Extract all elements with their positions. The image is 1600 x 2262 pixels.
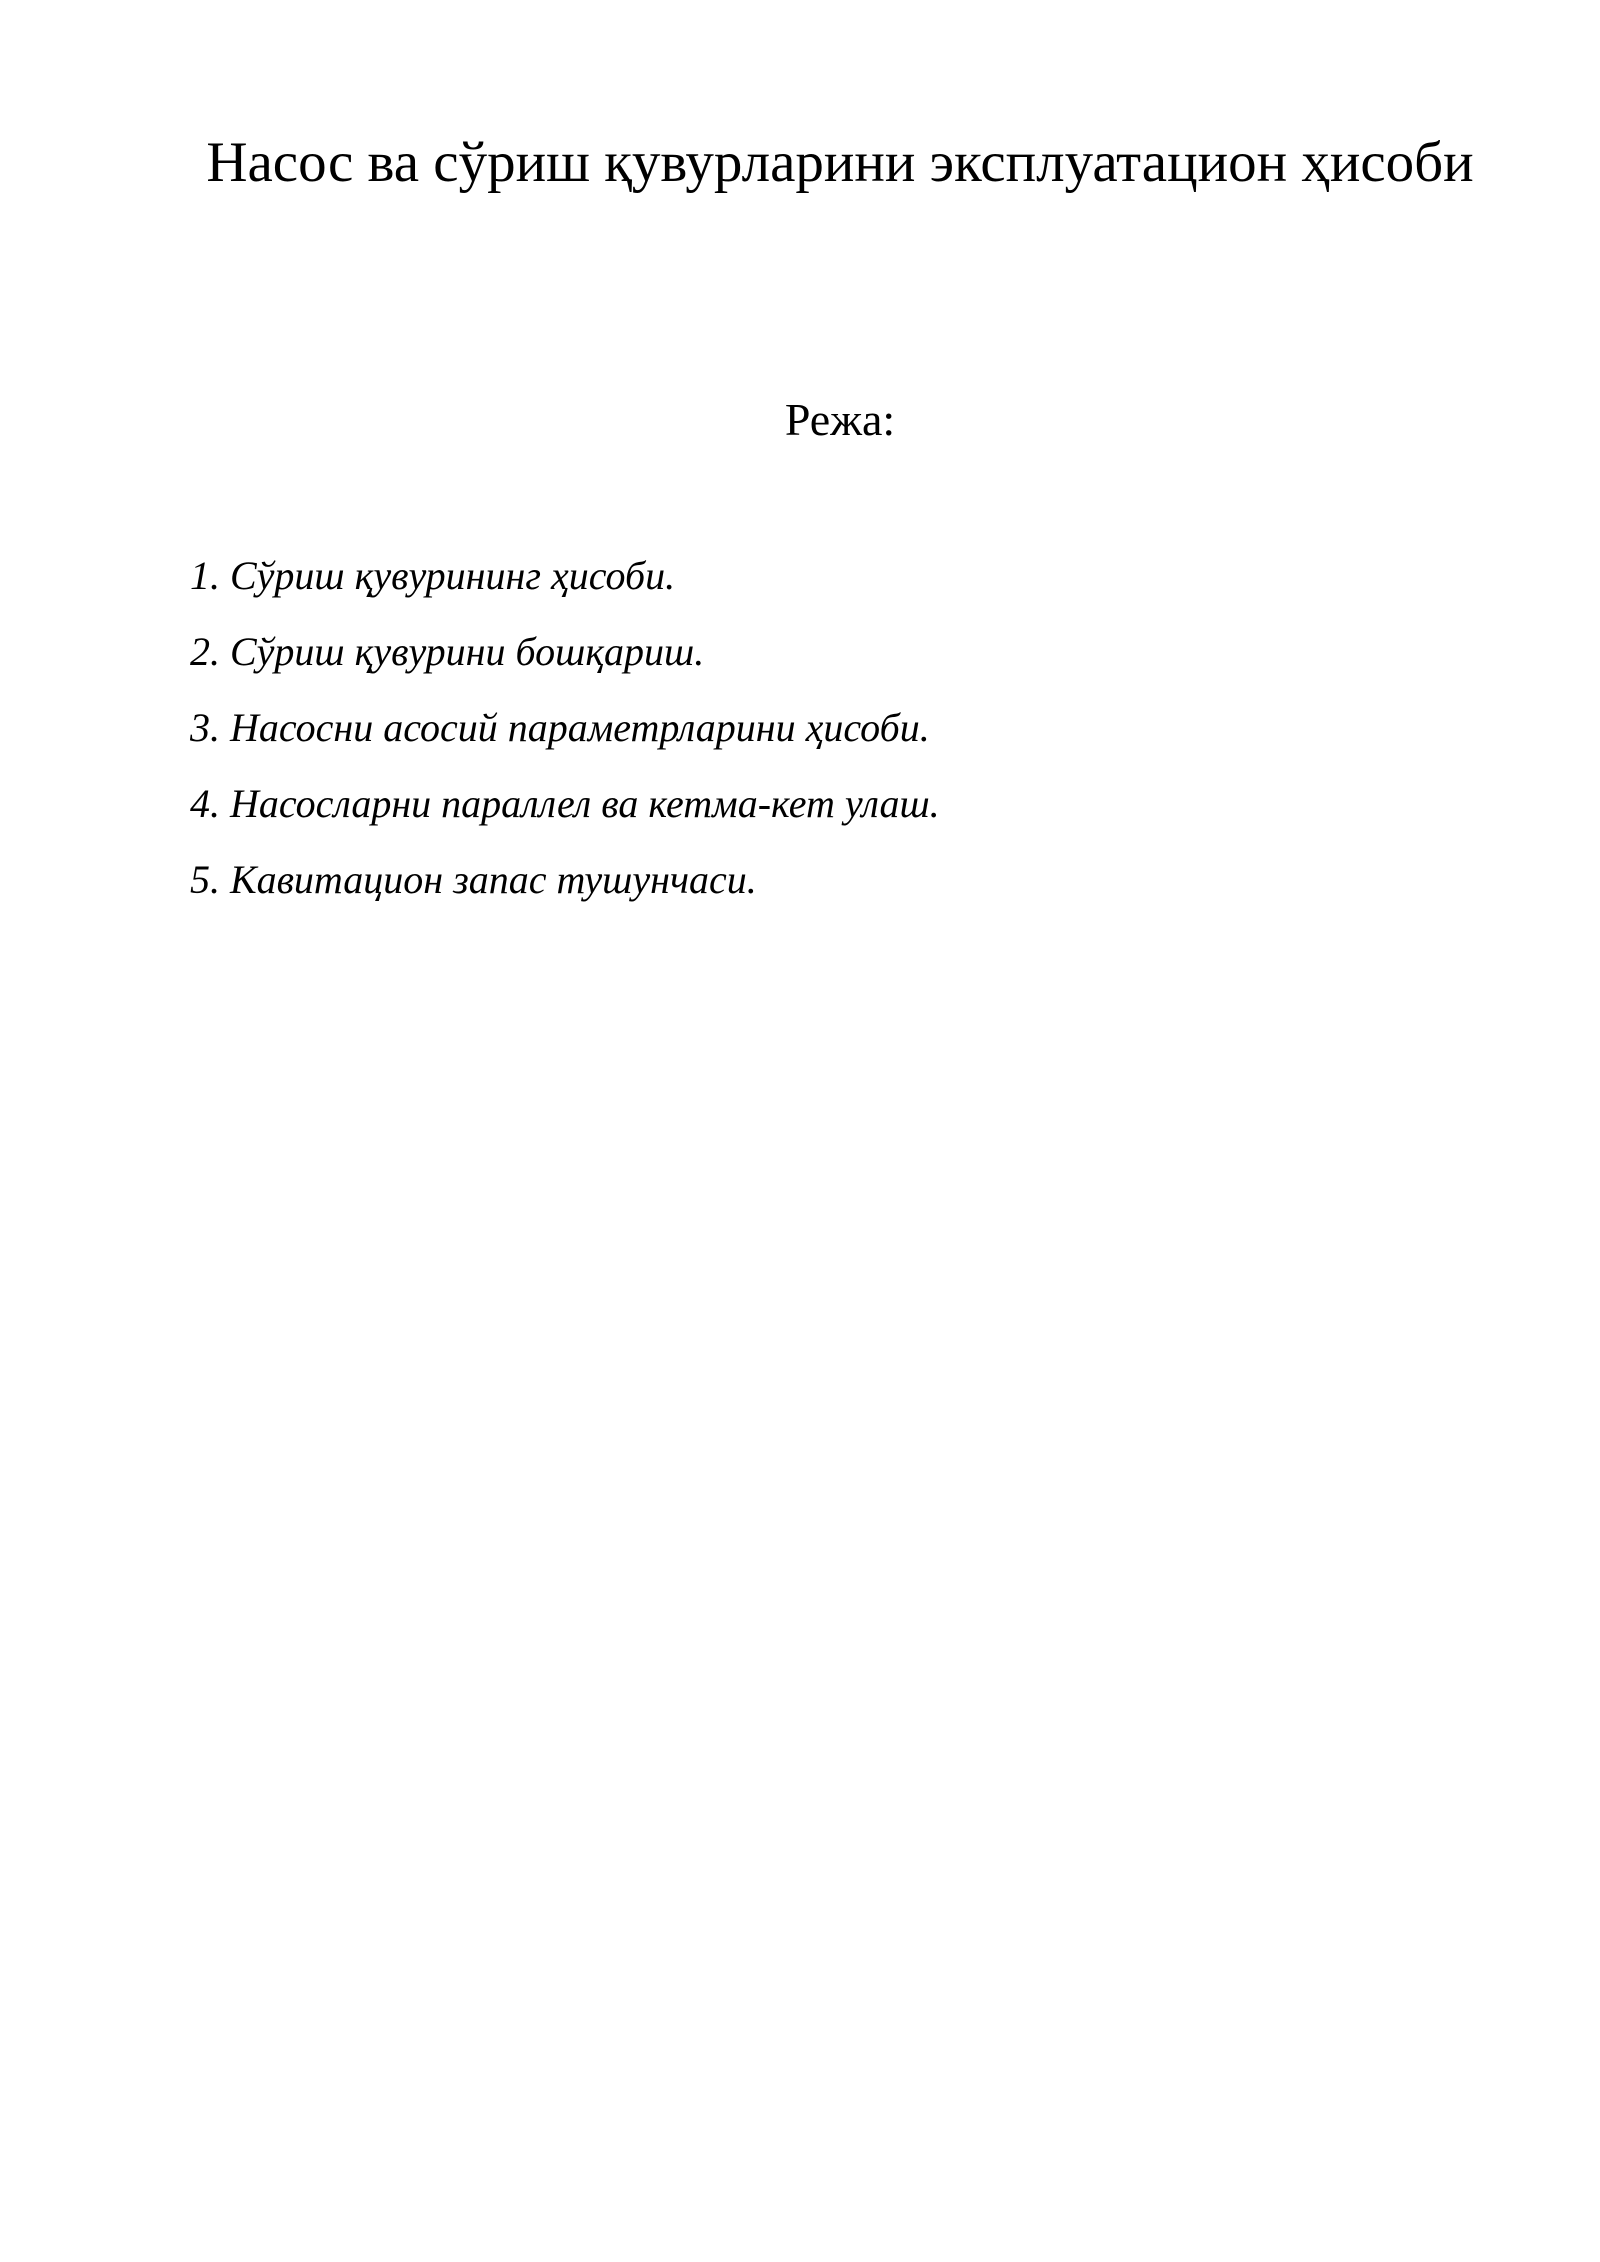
plan-item-number: 1. (190, 553, 220, 598)
plan-item (190, 842, 940, 918)
plan-item-text: Сўриш қувурини бошқариш. (230, 629, 705, 674)
plan-heading: Режа: (784, 394, 896, 445)
plan-item-text: Кавитацион запас тушунчаси. (230, 857, 757, 902)
plan-item-number: 5. (190, 857, 220, 902)
plan-item-text: Насосларни параллел ва кетма-кет улаш. (230, 781, 940, 826)
document-title: Насос ва сўриш қувурларини эксплуатацион ҳисоби (206, 131, 1474, 194)
plan-item-number: 3. (190, 705, 220, 750)
plan-item-number: 4. (190, 781, 220, 826)
plan-item (190, 614, 940, 690)
plan-item-number: 2. (190, 629, 220, 674)
plan-list (190, 538, 940, 918)
plan-item-text: Насосни асосий параметрларини ҳисоби. (230, 705, 930, 750)
plan-item-text: Сўриш қувурининг ҳисоби. (230, 553, 676, 598)
plan-item (190, 538, 940, 614)
plan-item (190, 766, 940, 842)
plan-item (190, 690, 940, 766)
